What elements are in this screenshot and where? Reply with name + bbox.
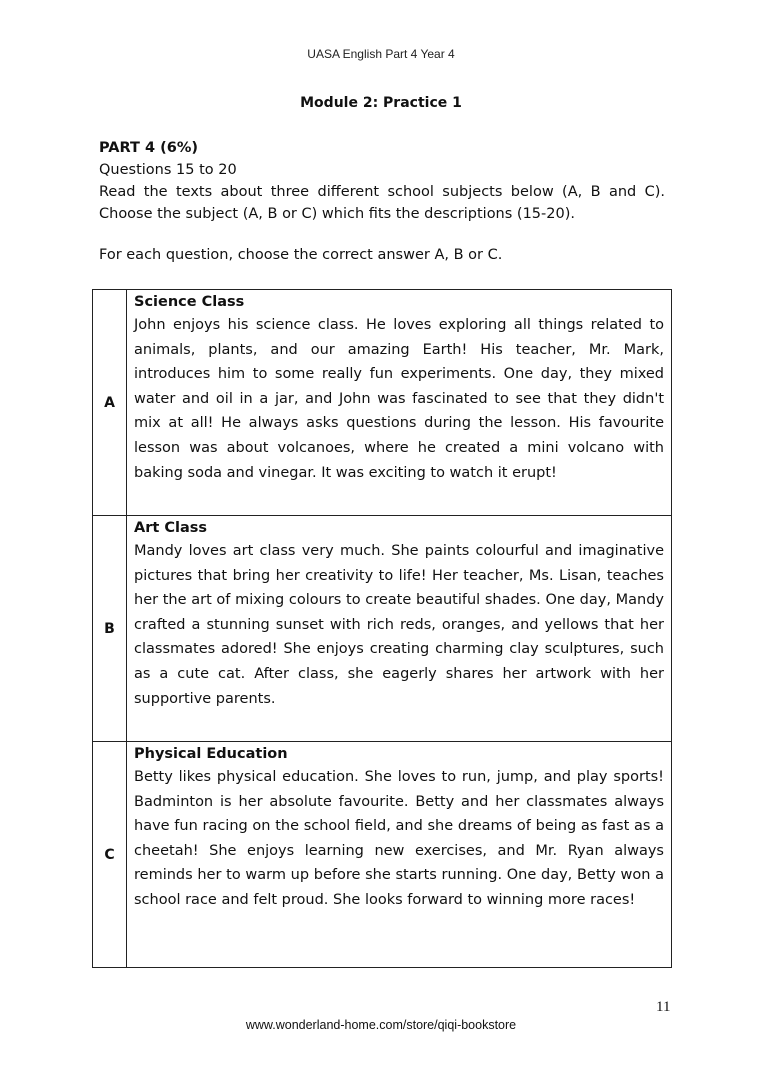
subject-cell	[127, 290, 672, 516]
subject-cell	[127, 742, 672, 968]
page-header: UASA English Part 4 Year 4	[307, 47, 455, 61]
subject-title: Science Class	[134, 294, 245, 310]
instructions-text: Read the texts about three different school subjects below (A, B and C). Choose the subject (A, B or C) which fits the descriptions (15-20).	[99, 184, 665, 222]
subject-cell	[127, 516, 672, 742]
page-number: 11	[656, 999, 671, 1015]
option-letter: A	[93, 290, 127, 516]
questions-range: Questions 15 to 20	[99, 162, 237, 178]
table-row	[93, 742, 672, 968]
answer-prompt: For each question, choose the correct answer A, B or C.	[99, 247, 503, 263]
option-letter: C	[93, 742, 127, 968]
footer-url: www.wonderland-home.com/store/qiqi-bookstore	[245, 1018, 517, 1032]
table-row	[93, 516, 672, 742]
subject-text: John enjoys his science class. He loves exploring all things related to animals, plants, and our amazing Earth! His teacher, Mr. Mark, introduces him to some really fun experiments. One day, they mixed water and oil in a jar, and John was fascinated to see that they didn't mix at all! He always asks questions during the lesson. His favourite lesson was about volcanoes, where he created a mini volcano with baking soda and vinegar. It was exciting to watch it erupt!	[134, 317, 664, 481]
table-row	[93, 290, 672, 516]
option-letter: B	[93, 516, 127, 742]
subject-title: Art Class	[134, 520, 208, 536]
instructions-block	[99, 137, 665, 266]
part-heading: PART 4 (6%)	[99, 140, 198, 156]
subjects-table	[92, 289, 672, 968]
subject-title: Physical Education	[134, 746, 288, 762]
subject-text: Betty likes physical education. She loves to run, jump, and play sports! Badminton is her absolute favourite. Betty and her classmates always have fun racing on the school field, and she dreams of being as fast as a cheetah! She enjoys learning new exercises, and Mr. Ryan always reminds her to warm up before she starts running. One day, Betty won a school race and felt proud. She looks forward to winning more races!	[134, 769, 664, 908]
subject-text: Mandy loves art class very much. She paints colourful and imaginative pictures that bring her creativity to life! Her teacher, Ms. Lisan, teaches her the art of mixing colours to create beautiful shades. One day, Mandy crafted a stunning sunset with rich reds, oranges, and yellows that her classmates adored! She enjoys creating charming clay sculptures, such as a cute cat. After class, she eagerly shares her artwork with her supportive parents.	[134, 543, 664, 707]
module-title: Module 2: Practice 1	[300, 95, 462, 111]
